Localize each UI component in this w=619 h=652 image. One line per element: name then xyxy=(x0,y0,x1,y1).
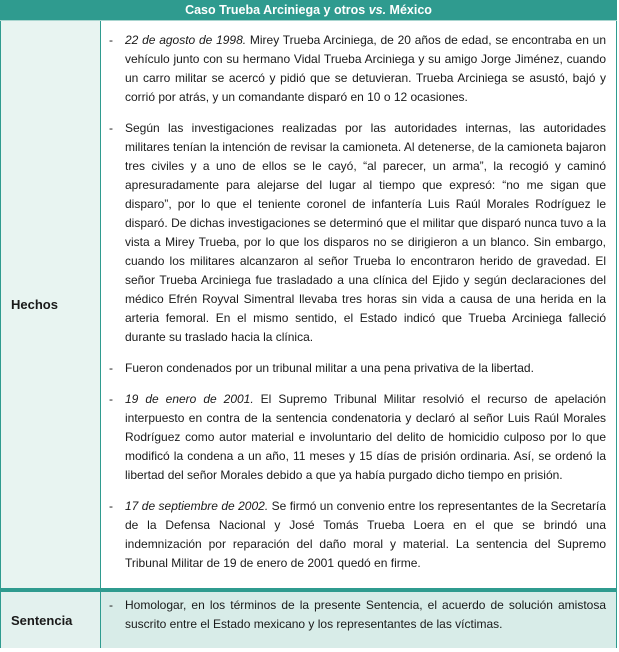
item-date: 22 de agosto de 1998. xyxy=(125,33,247,47)
item-text xyxy=(125,359,606,378)
dash-bullet: - xyxy=(109,33,113,47)
list-item xyxy=(109,596,606,634)
list-item xyxy=(109,119,606,347)
item-text xyxy=(125,31,606,107)
title-text: Caso Trueba Arciniega y otros xyxy=(185,3,369,17)
item-text xyxy=(125,596,606,634)
item-date: 19 de enero de 2001. xyxy=(125,392,254,406)
sentencia-row xyxy=(0,592,617,648)
item-body: Según las investigaciones realizadas por las autoridades internas, las autoridades militares tenían la intención de revisar la camioneta. Al detenerse, de la camioneta bajaron tres civiles y a uno de ellos se le cayó, “al parecer, un arma”, la recogió y caminó apresuradamente para alejarse del lugar al tiempo que expresó: “no me sigan que disparo”, por lo que el teniente coronel de infantería Luis Raúl Morales Rodríguez le disparó. De dichas investigaciones se determinó que el militar que disparó nunca tuvo a la vista a Mirey Trueba, por lo que los disparos no se dirigieron a un blanco. Sin embargo, cuando los militares alcanzaron al señor Trueba lo encontraron herido de gravedad. El señor Trueba Arciniega fue trasladado a una clínica del Ejido y según declaraciones del médico Efrén Royval Simentral llevaba tres horas sin vida a causa de una herida en la arteria femoral. En el mismo sentido, el Estado indicó que Trueba Arciniega falleció durante su traslado hacia la clínica. xyxy=(125,121,606,344)
list-item xyxy=(109,31,606,107)
hechos-label: Hechos xyxy=(0,21,101,588)
list-item xyxy=(109,497,606,573)
dash-bullet: - xyxy=(109,361,113,375)
title-vs: vs. xyxy=(368,3,387,17)
list-item xyxy=(109,390,606,485)
dash-bullet: - xyxy=(109,598,113,612)
dash-bullet: - xyxy=(109,121,113,135)
dash-bullet: - xyxy=(109,499,113,513)
item-text xyxy=(125,390,606,485)
sentencia-label: Sentencia xyxy=(0,592,101,648)
item-body: El Supremo Tribunal Militar resolvió el recurso de apelación interpuesto en contra de la sentencia condenatoria y declaró al señor Luis Raúl Morales Rodríguez como autor material e involuntario del delito de homicidio culposo por lo que modificó la condena a un año, 11 meses y 15 días de prisión ordinaria. Así, se ordenó la libertad del señor Morales debido a que ya había purgado dicho tiempo en prisión. xyxy=(125,392,606,482)
item-body: Fueron condenados por un tribunal militar a una pena privativa de la libertad. xyxy=(125,361,534,375)
item-body: Homologar, en los términos de la presente Sentencia, el acuerdo de solución amistosa suscrito entre el Estado mexicano y los representantes de las víctimas. xyxy=(125,598,606,631)
item-text xyxy=(125,119,606,347)
hechos-row xyxy=(0,21,617,592)
item-body: Se firmó un convenio entre los representantes de la Secretaría de la Defensa Nacional y José Tomás Trueba Loera en el que se brindó una indemnización por reparación del daño moral y material. La sentencia del Supremo Tribunal Militar de 19 de enero de 2001 quedó en firme. xyxy=(125,499,606,570)
item-text xyxy=(125,497,606,573)
item-date: 17 de septiembre de 2002. xyxy=(125,499,269,513)
table-title xyxy=(0,0,617,21)
hechos-content xyxy=(101,21,617,588)
title-country: México xyxy=(386,3,432,17)
item-body: Mirey Trueba Arciniega, de 20 años de edad, se encontraba en un vehículo junto con su hermano Vidal Trueba Arciniega y su amigo Jorge Jiménez, cuando un carro militar se acercó y pidió que se detuvieran. Trueba Arciniega se asustó, bajó y corrió por atrás, y un comandante disparó en 10 o 12 ocasiones. xyxy=(125,33,606,104)
sentencia-content xyxy=(101,592,617,648)
list-item xyxy=(109,359,606,378)
dash-bullet: - xyxy=(109,392,113,406)
